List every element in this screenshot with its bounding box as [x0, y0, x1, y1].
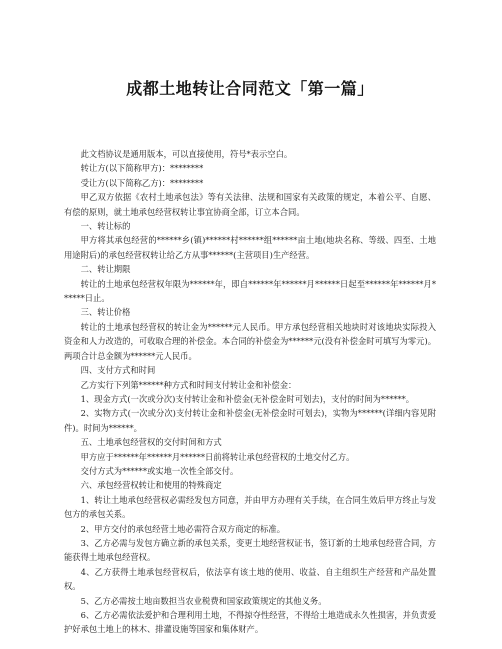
paragraph-delivery-date: 甲方应于******年******月******日前将转让承包经营权的土地交付乙方。	[80, 451, 355, 462]
paragraph-price: 转让的土地承包经营权的转让金为******元人民币。甲方承包经营相关地块时对该地块实际投入资金和人力改造的，可收取合理的补偿金。本合同的补偿金为******元(没有补偿金时可填写为零元)。两项合计总金额为******元人民币。	[64, 321, 436, 361]
paragraph-preamble: 甲乙双方依据《农村土地承包法》等有关法律、法规和国家有关政策的规定，本着公平、自愿、有偿的原则，就土地承包经营权转让事宜协商全部，订立本合同。	[64, 192, 436, 217]
section-heading-payment: 四、支付方式和时间	[80, 365, 156, 376]
paragraph-transferor: 转让方(以下简称甲方)：********	[80, 163, 204, 174]
section-heading-delivery: 五、土地承包经营权的交付时间和方式	[80, 437, 222, 448]
paragraph-term: 转让的土地承包经营权年限为******年，即自******年******月******日起至******年******月******日止。	[64, 278, 436, 304]
document-title: 成都土地转让合同范文「第一篇」	[126, 79, 374, 98]
section-heading-subject: 一、转让标的	[80, 221, 131, 232]
list-item-special-term: 1、转让土地承包经营权必需经发包方同意，并由甲方办理有关手续，在合同生效后甲方终止与发包方的承包关系。	[64, 494, 436, 520]
list-item-special-term: 4、乙方获得土地承包经营权后，依法享有该土地的使用、收益、自主组织生产经营和产品处置权。	[64, 566, 436, 592]
section-heading-price: 三、转让价格	[80, 307, 131, 318]
paragraph-transferee: 受让方(以下简称乙方)：********	[80, 177, 204, 188]
list-item-special-term: 6、乙方必需依法爱护和合理利用土地，不得掠夺性经营，不得给土地造成永久性损害，并负责爱护好承包土地上的林木、排灌设施等国家和集体财产。	[64, 610, 436, 635]
section-heading-special-terms: 六、承包经营权转让和使用的特殊商定	[80, 480, 222, 491]
list-item-special-term: 3、乙方必需与发包方确立新的承包关系，变更土地经营权证书，签订新的土地承包经营合同，方能获得土地承包经营权。	[64, 537, 436, 563]
paragraph-payment-in-kind: 2、实物方式(一次或分次)支付转让金和补偿金(无补偿金时可划去)，实物为******(详细内容见附件)。时间为******。	[64, 408, 436, 433]
paragraph-delivery-method: 交付方式为******或实地一次性全部交付。	[80, 465, 239, 476]
paragraph-payment-choice: 乙方实行下列第******种方式和时间支付转让金和补偿金：	[80, 379, 297, 390]
paragraph-payment-cash: 1、现金方式(一次或分次)支付转让金和补偿金(无补偿金时可划去)，支付的时间为******。	[80, 393, 415, 404]
paragraph-usage-note: 此文档协议是通用版本，可以直接使用，符号*表示空白。	[80, 149, 293, 159]
section-heading-term: 二、转让期限	[80, 264, 131, 275]
document-body	[64, 147, 436, 637]
list-item-special-term: 2、甲方交付的承包经营土地必需符合双方商定的标准。	[80, 523, 285, 534]
paragraph-subject: 甲方将其承包经营的******乡(镇)******村******组******亩土地(地块名称、等级、四至、土地用途附后)的承包经营权转让给乙方从事******(主营项目)生产经营。	[64, 235, 436, 260]
list-item-special-term: 5、乙方必需按土地亩数担当农业税费和国家政策规定的其他义务。	[80, 595, 327, 606]
